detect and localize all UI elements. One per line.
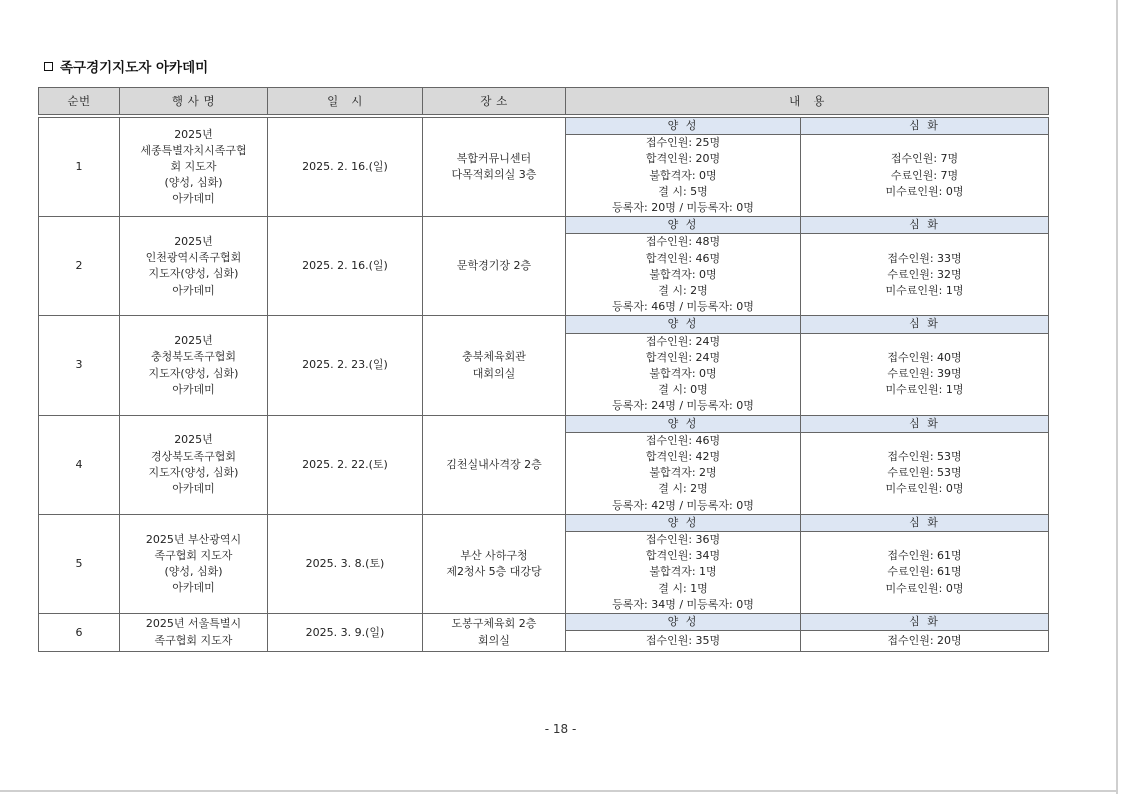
- row-place: 도봉구체육회 2층 회의실: [423, 614, 566, 652]
- row-event: 2025년 부산광역시 족구협회 지도자 (양성, 심화) 아카데미: [120, 514, 268, 613]
- row-event: 2025년 세종특별자치시족구협 회 지도자 (양성, 심화) 아카데미: [120, 118, 268, 217]
- row-event: 2025년 서울특별시 족구협회 지도자: [120, 614, 268, 652]
- page-edge-right: [1116, 0, 1118, 794]
- row-no: 2: [39, 217, 120, 316]
- header-content: 내 용: [566, 88, 1049, 115]
- training-stats: 접수인원: 25명 합격인원: 20명 불합격자: 0명 결 시: 5명 등록자: 20명 / 미등록자: 0명: [566, 135, 801, 217]
- training-subheader: 양 성: [566, 415, 801, 432]
- advanced-subheader: 심 화: [801, 415, 1049, 432]
- row-event: 2025년 경상북도족구협회 지도자(양성, 심화) 아카데미: [120, 415, 268, 514]
- training-stats: 접수인원: 35명: [566, 631, 801, 652]
- header-row: [39, 88, 1049, 115]
- row-no: 5: [39, 514, 120, 613]
- row-event: 2025년 인천광역시족구협회 지도자(양성, 심화) 아카데미: [120, 217, 268, 316]
- row-date: 2025. 2. 22.(토): [268, 415, 423, 514]
- advanced-stats: 접수인원: 20명: [801, 631, 1049, 652]
- advanced-stats: 접수인원: 53명 수료인원: 53명 미수료인원: 0명: [801, 432, 1049, 514]
- section-title: [44, 56, 208, 76]
- training-subheader: 양 성: [566, 118, 801, 135]
- table-row: [39, 118, 1049, 135]
- row-place: 김천실내사격장 2층: [423, 415, 566, 514]
- academy-table: [38, 87, 1049, 652]
- row-place: 복합커뮤니센터 다목적회의실 3층: [423, 118, 566, 217]
- row-place: 부산 사하구청 제2청사 5층 대강당: [423, 514, 566, 613]
- training-subheader: 양 성: [566, 217, 801, 234]
- advanced-stats: 접수인원: 7명 수료인원: 7명 미수료인원: 0명: [801, 135, 1049, 217]
- table-row: [39, 217, 1049, 234]
- page-number: - 18 -: [544, 722, 577, 736]
- training-subheader: 양 성: [566, 316, 801, 333]
- training-subheader: 양 성: [566, 614, 801, 631]
- advanced-subheader: 심 화: [801, 316, 1049, 333]
- advanced-subheader: 심 화: [801, 514, 1049, 531]
- row-no: 4: [39, 415, 120, 514]
- header-date: 일 시: [268, 88, 423, 115]
- advanced-stats: 접수인원: 33명 수료인원: 32명 미수료인원: 1명: [801, 234, 1049, 316]
- table-row: [39, 316, 1049, 333]
- row-date: 2025. 2. 16.(일): [268, 217, 423, 316]
- training-subheader: 양 성: [566, 514, 801, 531]
- advanced-subheader: 심 화: [801, 614, 1049, 631]
- header-place: 장 소: [423, 88, 566, 115]
- row-place: 충북체육회관 대회의실: [423, 316, 566, 415]
- header-event: 행 사 명: [120, 88, 268, 115]
- training-stats: 접수인원: 36명 합격인원: 34명 불합격자: 1명 결 시: 1명 등록자: 34명 / 미등록자: 0명: [566, 532, 801, 614]
- advanced-subheader: 심 화: [801, 118, 1049, 135]
- section-title-text: 족구경기지도자 아카데미: [60, 60, 209, 76]
- table-row: [39, 614, 1049, 631]
- row-date: 2025. 3. 8.(토): [268, 514, 423, 613]
- row-no: 1: [39, 118, 120, 217]
- row-no: 3: [39, 316, 120, 415]
- page-edge-bottom: [0, 790, 1118, 792]
- training-stats: 접수인원: 24명 합격인원: 24명 불합격자: 0명 결 시: 0명 등록자: 24명 / 미등록자: 0명: [566, 333, 801, 415]
- row-no: 6: [39, 614, 120, 652]
- row-date: 2025. 2. 23.(일): [268, 316, 423, 415]
- training-stats: 접수인원: 48명 합격인원: 46명 불합격자: 0명 결 시: 2명 등록자: 46명 / 미등록자: 0명: [566, 234, 801, 316]
- row-date: 2025. 3. 9.(일): [268, 614, 423, 652]
- row-date: 2025. 2. 16.(일): [268, 118, 423, 217]
- row-event: 2025년 충청북도족구협회 지도자(양성, 심화) 아카데미: [120, 316, 268, 415]
- advanced-stats: 접수인원: 61명 수료인원: 61명 미수료인원: 0명: [801, 532, 1049, 614]
- header-no: 순번: [39, 88, 120, 115]
- training-stats: 접수인원: 46명 합격인원: 42명 불합격자: 2명 결 시: 2명 등록자: 42명 / 미등록자: 0명: [566, 432, 801, 514]
- advanced-subheader: 심 화: [801, 217, 1049, 234]
- table-row: [39, 415, 1049, 432]
- row-place: 문학경기장 2층: [423, 217, 566, 316]
- checkbox-bullet-icon: [44, 62, 53, 71]
- advanced-stats: 접수인원: 40명 수료인원: 39명 미수료인원: 1명: [801, 333, 1049, 415]
- table-row: [39, 514, 1049, 531]
